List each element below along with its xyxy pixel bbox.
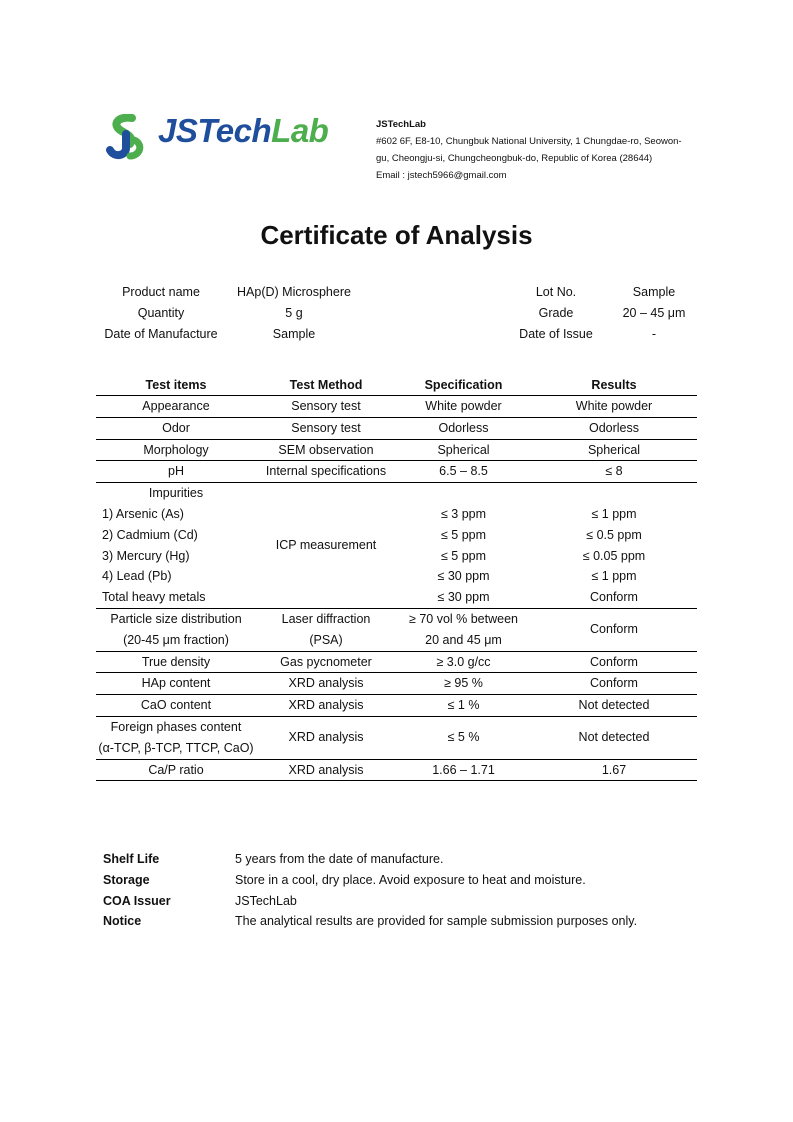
cell-spec: ≥ 95 % bbox=[396, 673, 531, 695]
table-row bbox=[96, 695, 697, 717]
note-key-shelf-life: Shelf Life bbox=[103, 852, 160, 866]
psd-item-line1: Particle size distribution bbox=[110, 611, 242, 626]
cell-item: 4) Lead (Pb) bbox=[102, 569, 172, 584]
cell-method: SEM observation bbox=[256, 439, 396, 461]
page-title: Certificate of Analysis bbox=[260, 220, 533, 250]
cell-spec: White powder bbox=[396, 396, 531, 418]
note-key-coa-issuer: COA Issuer bbox=[103, 894, 171, 908]
address-line2: gu, Cheongju-si, Chungcheongbuk-do, Republic of Korea (28644) bbox=[376, 153, 653, 164]
table-header-row bbox=[96, 375, 697, 396]
foreign-item-line2: (α-TCP, β-TCP, TTCP, CaO) bbox=[98, 740, 254, 755]
cell-spec: 1.66 – 1.71 bbox=[396, 759, 531, 781]
table-row bbox=[96, 483, 697, 504]
cell-result: Conform bbox=[531, 608, 697, 651]
table-row bbox=[96, 587, 697, 608]
table-row bbox=[96, 461, 697, 483]
cell-spec: ≤ 5 ppm bbox=[440, 527, 487, 542]
address-line1: #602 6F, E8-10, Chungbuk National University, 1 Chungdae-ro, Seowon- bbox=[376, 136, 682, 147]
note-key-storage: Storage bbox=[103, 873, 150, 887]
psd-spec-line1: ≥ 70 vol % between bbox=[408, 611, 518, 626]
foreign-item-line1: Foreign phases content bbox=[110, 719, 242, 734]
psd-method-line1: Laser diffraction bbox=[281, 611, 371, 626]
note-value-shelf-life: 5 years from the date of manufacture. bbox=[235, 852, 444, 866]
issue-value: - bbox=[651, 327, 657, 341]
lot-value: Sample bbox=[632, 285, 676, 299]
cell-result: Spherical bbox=[531, 439, 697, 461]
cell-spec bbox=[396, 608, 531, 651]
cell-method: Gas pycnometer bbox=[256, 651, 396, 673]
cell-spec: ≤ 30 ppm bbox=[396, 587, 531, 608]
table-row bbox=[96, 651, 697, 673]
product-name-label: Product name bbox=[122, 285, 200, 299]
cell-item: Morphology bbox=[96, 439, 256, 461]
note-key-notice: Notice bbox=[103, 914, 142, 928]
cell-item bbox=[96, 716, 256, 759]
header-test-items: Test items bbox=[96, 375, 256, 396]
cell-result: Conform bbox=[531, 587, 697, 608]
cell-item: True density bbox=[96, 651, 256, 673]
company-name: JSTechLab bbox=[376, 119, 426, 130]
cell-spec: ≤ 1 % bbox=[396, 695, 531, 717]
psd-item-line2: (20-45 μm fraction) bbox=[123, 632, 229, 647]
table-row bbox=[96, 546, 697, 567]
cell-result: Conform bbox=[531, 651, 697, 673]
lot-label: Lot No. bbox=[535, 285, 577, 299]
cell-result: Conform bbox=[531, 673, 697, 695]
header-results: Results bbox=[531, 375, 697, 396]
table-row bbox=[96, 759, 697, 781]
cell-item bbox=[96, 608, 256, 651]
cell-result: ≤ 8 bbox=[531, 461, 697, 483]
cell-method: Sensory test bbox=[256, 417, 396, 439]
grade-label: Grade bbox=[538, 306, 574, 320]
cell-item: Ca/P ratio bbox=[96, 759, 256, 781]
company-email: Email : jstech5966@gmail.com bbox=[376, 170, 507, 181]
analysis-table bbox=[96, 375, 697, 781]
cell-method: XRD analysis bbox=[256, 716, 396, 759]
note-value-coa-issuer: JSTechLab bbox=[235, 894, 297, 908]
quantity-label: Quantity bbox=[137, 306, 185, 320]
cell-item: 1) Arsenic (As) bbox=[102, 506, 184, 521]
cell-result: Not detected bbox=[531, 716, 697, 759]
cell-spec: ≥ 3.0 g/cc bbox=[396, 651, 531, 673]
cell-result: White powder bbox=[531, 396, 697, 418]
cell-method bbox=[256, 608, 396, 651]
cell-spec: ≤ 3 ppm bbox=[440, 506, 487, 521]
table-row bbox=[96, 504, 697, 525]
note-value-storage: Store in a cool, dry place. Avoid exposure to heat and moisture. bbox=[235, 873, 586, 887]
cell-spec: ≤ 5 % bbox=[396, 716, 531, 759]
grade-value: 20 – 45 μm bbox=[622, 306, 686, 320]
impurities-method: ICP measurement bbox=[256, 483, 396, 609]
header-test-method: Test Method bbox=[256, 375, 396, 396]
issue-label: Date of Issue bbox=[519, 327, 593, 341]
cell-spec: Spherical bbox=[396, 439, 531, 461]
table-row bbox=[96, 417, 697, 439]
cell-result: ≤ 1 ppm bbox=[591, 569, 637, 584]
cell-item: Total heavy metals bbox=[96, 587, 256, 608]
cell-result: 1.67 bbox=[531, 759, 697, 781]
cell-item: HAp content bbox=[96, 673, 256, 695]
cell-result: ≤ 1 ppm bbox=[591, 506, 637, 521]
cell-item: Odor bbox=[96, 417, 256, 439]
cell-item: CaO content bbox=[96, 695, 256, 717]
cell-result: ≤ 0.05 ppm bbox=[582, 548, 646, 563]
table-row bbox=[96, 525, 697, 546]
note-value-notice: The analytical results are provided for sample submission purposes only. bbox=[235, 914, 638, 928]
cell-item: pH bbox=[96, 461, 256, 483]
mfg-value: Sample bbox=[272, 327, 316, 341]
cell-method: XRD analysis bbox=[256, 673, 396, 695]
cell-method: Internal specifications bbox=[256, 461, 396, 483]
company-info bbox=[376, 116, 696, 184]
mfg-label: Date of Manufacture bbox=[104, 327, 218, 341]
table-row bbox=[96, 673, 697, 695]
logo-part2: Lab bbox=[271, 112, 329, 149]
cell-spec: 6.5 – 8.5 bbox=[396, 461, 531, 483]
cell-method: XRD analysis bbox=[256, 759, 396, 781]
psd-method-line2: (PSA) bbox=[309, 632, 343, 647]
cell-item: 2) Cadmium (Cd) bbox=[102, 527, 198, 542]
logo-part1: JSTech bbox=[158, 112, 272, 149]
table-row bbox=[96, 566, 697, 587]
cell-spec: Odorless bbox=[396, 417, 531, 439]
header-specification: Specification bbox=[396, 375, 531, 396]
cell-method: Sensory test bbox=[256, 396, 396, 418]
cell-spec: ≤ 30 ppm bbox=[437, 569, 490, 584]
cell-method: XRD analysis bbox=[256, 695, 396, 717]
table-row bbox=[96, 608, 697, 651]
table-row bbox=[96, 716, 697, 759]
product-name-value: HAp(D) Microsphere bbox=[237, 285, 351, 299]
cell-spec: ≤ 5 ppm bbox=[440, 548, 487, 563]
cell-result: Not detected bbox=[531, 695, 697, 717]
cell-item: Appearance bbox=[96, 396, 256, 418]
table-row bbox=[96, 396, 697, 418]
psd-spec-line2: 20 and 45 μm bbox=[425, 632, 502, 647]
quantity-value: 5 g bbox=[285, 306, 303, 320]
cell-result: Odorless bbox=[531, 417, 697, 439]
cell-item: 3) Mercury (Hg) bbox=[102, 548, 190, 563]
cell-result: ≤ 0.5 ppm bbox=[586, 527, 642, 542]
table-row bbox=[96, 439, 697, 461]
brand-logo bbox=[158, 112, 328, 150]
js-monogram-icon bbox=[104, 114, 150, 160]
impurities-title: Impurities bbox=[148, 486, 204, 501]
